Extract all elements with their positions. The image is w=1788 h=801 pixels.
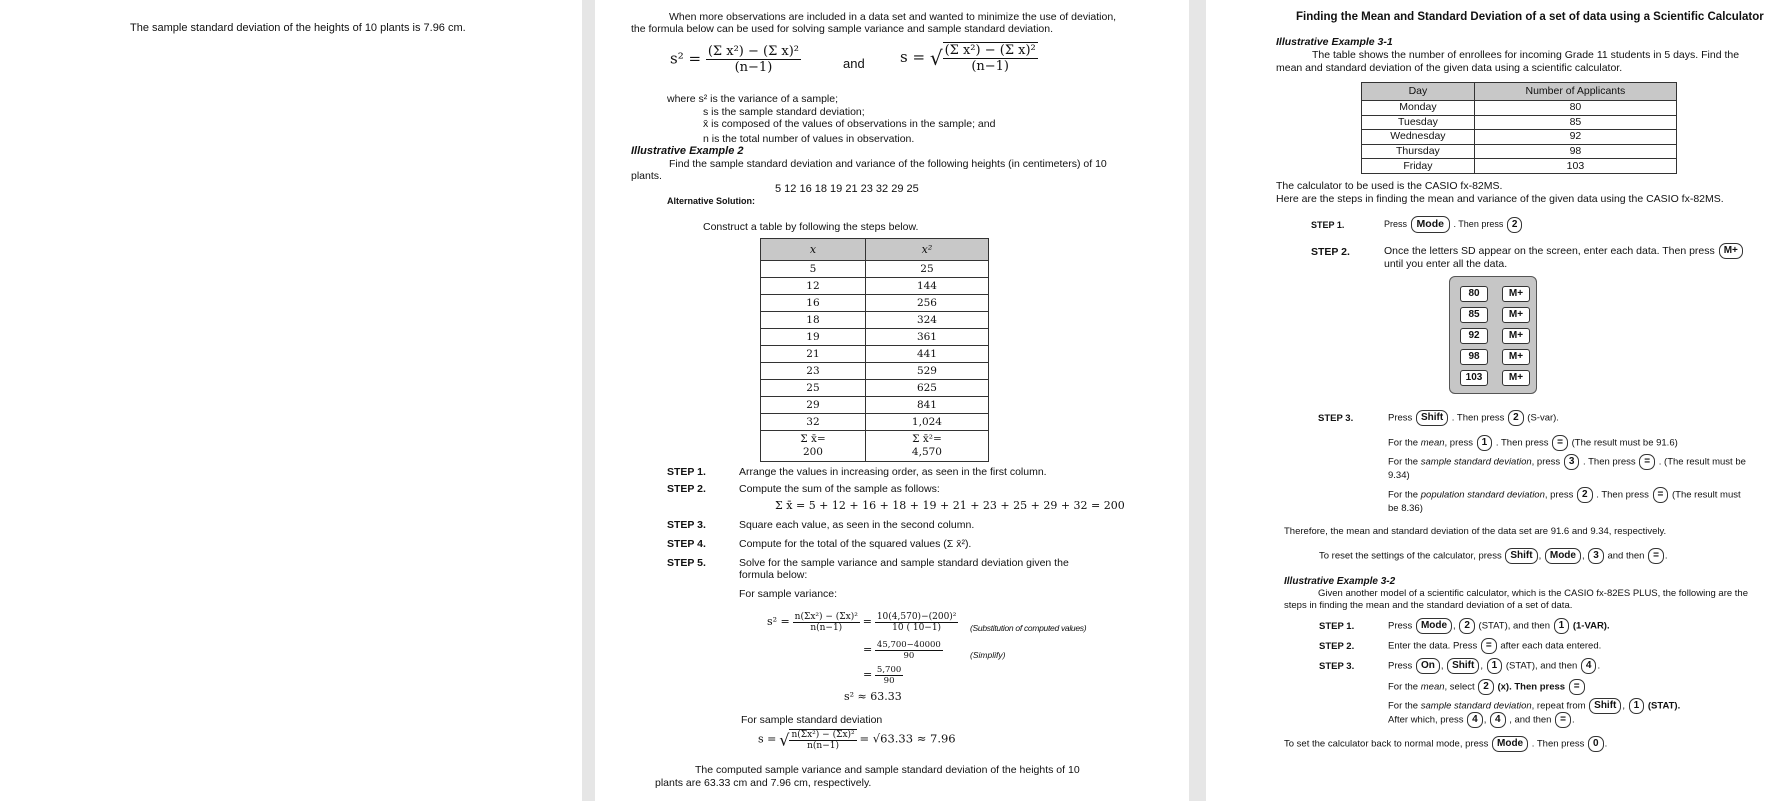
value-key: 92 bbox=[1460, 328, 1488, 344]
col-applicants: Number of Applicants bbox=[1474, 83, 1676, 101]
variance-calc-step-3: = $\frac{5,700}{90}$ bbox=[863, 665, 902, 686]
mode-key: Mode bbox=[1545, 548, 1581, 564]
variance-result: s² ≈ 63.33 bbox=[844, 690, 902, 703]
equals-key: = bbox=[1639, 454, 1655, 470]
table-row: 16 256 bbox=[761, 295, 989, 312]
table-row: 21 441 bbox=[761, 346, 989, 363]
e2-step-1: Press Mode , 2 (STAT), and then 1 (1-VAR). bbox=[1388, 618, 1610, 634]
variance-calc-step-2: = $\frac{45,700-40000}{90}$ bbox=[863, 640, 941, 661]
key-4: 4 bbox=[1490, 712, 1506, 728]
where-line-3: x̄ is composed of the values of observations in the sample; and bbox=[703, 118, 996, 130]
step-5-label: STEP 5. bbox=[667, 557, 706, 569]
table-row: 25 625 bbox=[761, 380, 989, 397]
calc-step-2-cont: until you enter all the data. bbox=[1384, 258, 1508, 270]
table-row: 12 144 bbox=[761, 278, 989, 295]
formula-and: and bbox=[843, 56, 865, 71]
substitution-note: (Substitution of computed values) bbox=[970, 623, 1087, 633]
sd-calc: s = √ $\frac{\text{n(Σx²) − (Σx)²}}{n(n-1)}$ = √63.33 ≈ 7.96 bbox=[758, 730, 956, 751]
col-x2: x² bbox=[865, 239, 988, 261]
shift-key: Shift bbox=[1505, 548, 1537, 564]
table-row: Thursday 98 bbox=[1362, 144, 1677, 159]
e2-mean-instruction: For the mean, select 2 (x). Then press = bbox=[1388, 679, 1586, 695]
left-page bbox=[0, 0, 582, 801]
key-4: 4 bbox=[1581, 658, 1597, 674]
shift-key: Shift bbox=[1589, 698, 1621, 714]
key-2: 2 bbox=[1508, 410, 1524, 426]
table-row: 32 1,024 bbox=[761, 414, 989, 431]
sum-equation: Σ x̄ = 5 + 12 + 16 + 18 + 19 + 21 + 23 + 25 + 29 + 32 = 200 bbox=[775, 499, 1125, 512]
where-line-2: s is the sample standard deviation; bbox=[703, 106, 865, 118]
equals-key: = bbox=[1555, 712, 1571, 728]
sd-formula: s = √ $\frac{\text{(Σ x²) − (Σ x)²}}{(n-1)}$ bbox=[900, 43, 1036, 74]
table-sum-row: Σ x̄= 200 Σ x̄²= 4,570 bbox=[761, 431, 989, 462]
table-row: 5 25 bbox=[761, 261, 989, 278]
enrollment-table bbox=[1361, 82, 1677, 174]
construct-text: Construct a table by following the steps below. bbox=[703, 221, 919, 233]
e2-step-2-label: STEP 2. bbox=[1319, 641, 1355, 652]
key-1: 1 bbox=[1629, 698, 1645, 714]
variance-formula: s² = $\frac{\text{(Σ x²) − (Σ x)²}}{(n-1)}$ bbox=[670, 44, 800, 75]
step-4-text: Compute for the total of the squared values (Σ x̄²). bbox=[739, 538, 972, 550]
value-key: 98 bbox=[1460, 349, 1488, 365]
calc-step-2: Once the letters SD appear on the screen, enter each data. Then press M+ bbox=[1384, 243, 1744, 259]
step-3-text: Square each value, as seen in the second column. bbox=[739, 519, 975, 531]
population-sd-instruction: For the population standard deviation, press 2 . Then press = (The result must be 8.36) bbox=[1388, 489, 1741, 514]
example-3-2-text: Given another model of a scientific calculator, which is the CASIO fx-82ES PLUS, the following are the steps in finding the mean and the standard deviation of a set of data. bbox=[1284, 588, 1748, 611]
e2-step-3: Press On , Shift , 1 (STAT), and then 4 . bbox=[1388, 658, 1600, 674]
table-row: Wednesday 92 bbox=[1362, 130, 1677, 145]
col-day: Day bbox=[1362, 83, 1475, 101]
conclusion: The computed sample variance and sample standard deviation of the heights of 10 plants are 63.33 cm and 7.96 cm, respectively. bbox=[655, 764, 1080, 789]
example-2-text: Find the sample standard deviation and variance of the following heights (in centimeters) of 10 plants. bbox=[631, 158, 1107, 182]
calc-step-3: Press Shift . Then press 2 (S-var). bbox=[1388, 410, 1559, 426]
mode-key: Mode bbox=[1416, 618, 1452, 634]
step-4-label: STEP 4. bbox=[667, 538, 706, 550]
key-4: 4 bbox=[1467, 712, 1483, 728]
calc-step-3-label: STEP 3. bbox=[1318, 413, 1354, 424]
step-5-text: Solve for the sample variance and sample standard deviation given the formula below: bbox=[739, 557, 1069, 581]
m-plus-key: M+ bbox=[1502, 307, 1530, 323]
right-page-title: Finding the Mean and Standard Deviation of a set of data using a Scientific Calculator bbox=[1296, 11, 1764, 23]
middle-page bbox=[595, 0, 1189, 801]
shift-key: Shift bbox=[1416, 410, 1448, 426]
e2-sd-instruction: For the sample standard deviation, repeat from Shift , 1 (STAT). bbox=[1388, 698, 1680, 714]
shift-key: Shift bbox=[1447, 658, 1479, 674]
value-key: 80 bbox=[1460, 286, 1488, 302]
step-1-text: Arrange the values in increasing order, as seen in the first column. bbox=[739, 466, 1047, 478]
step-1-label: STEP 1. bbox=[667, 466, 706, 478]
col-x: x bbox=[761, 239, 866, 261]
m-plus-key: M+ bbox=[1502, 349, 1530, 365]
m-plus-key: M+ bbox=[1502, 286, 1530, 302]
example-3-1-title: Illustrative Example 3-1 bbox=[1276, 36, 1393, 48]
calculator-line-1: The calculator to be used is the CASIO fx-82MS. bbox=[1276, 180, 1503, 192]
sum-table bbox=[760, 238, 989, 462]
equals-key: = bbox=[1552, 435, 1568, 451]
table-row: 19 361 bbox=[761, 329, 989, 346]
therefore-text: Therefore, the mean and standard deviation of the data set are 91.6 and 9.34, respectively. bbox=[1284, 526, 1667, 537]
e2-step-3-label: STEP 3. bbox=[1319, 661, 1355, 672]
value-key: 103 bbox=[1460, 370, 1488, 386]
value-key: 85 bbox=[1460, 307, 1488, 323]
key-0: 0 bbox=[1588, 736, 1604, 752]
m-plus-key: M+ bbox=[1502, 370, 1530, 386]
step-2-label: STEP 2. bbox=[667, 483, 706, 495]
key-1: 1 bbox=[1554, 618, 1570, 634]
on-key: On bbox=[1416, 658, 1440, 674]
table-row: 18 324 bbox=[761, 312, 989, 329]
where-line-1: where s² is the variance of a sample; bbox=[667, 93, 838, 105]
key-2: 2 bbox=[1507, 217, 1523, 233]
example-3-1-text: The table shows the number of enrollees for incoming Grade 11 students in 5 days. Find the mean and standard deviation of the given data using a scientific calculator. bbox=[1276, 49, 1740, 74]
for-variance-label: For sample variance: bbox=[739, 588, 838, 600]
key-3: 3 bbox=[1588, 548, 1604, 564]
sample-sd-instruction: For the sample standard deviation, press 3 . Then press = . (The result must be 9.34) bbox=[1388, 456, 1746, 481]
variance-calc: s² = $\frac{\text{n(Σx²) − (Σx)²}}{n(n-1)}$ = $\frac{\text{10(4,570)−(200)²}}{10 ( 10-1)}$ bbox=[767, 612, 957, 633]
simplify-note: (Simplify) bbox=[970, 650, 1006, 660]
key-2: 2 bbox=[1478, 679, 1494, 695]
e2-step-2: Enter the data. Press = after each data entered. bbox=[1388, 638, 1601, 654]
left-page-text: The sample standard deviation of the heights of 10 plants is 7.96 cm. bbox=[130, 22, 466, 34]
calc-step-1-label: STEP 1. bbox=[1311, 220, 1345, 230]
equals-key: = bbox=[1569, 679, 1585, 695]
table-row: 29 841 bbox=[761, 397, 989, 414]
intro-paragraph: When more observations are included in a data set and wanted to minimize the use of deviation, the formula below can be used for solving sample variance and sample standard deviation. bbox=[631, 11, 1117, 35]
table-row: Monday 80 bbox=[1362, 101, 1677, 116]
table-row: 23 529 bbox=[761, 363, 989, 380]
key-2: 2 bbox=[1459, 618, 1475, 634]
m-plus-key: M+ bbox=[1719, 243, 1743, 259]
right-page bbox=[1206, 0, 1788, 801]
calculator-keypad bbox=[1449, 276, 1537, 394]
for-sd-label: For sample standard deviation bbox=[741, 714, 883, 726]
step-3-label: STEP 3. bbox=[667, 519, 706, 531]
normal-mode-instruction: To set the calculator back to normal mode, press Mode . Then press 0 . bbox=[1284, 736, 1607, 752]
reset-instruction: To reset the settings of the calculator, press Shift , Mode , 3 and then = . bbox=[1319, 548, 1668, 564]
calculator-line-2: Here are the steps in finding the mean and variance of the given data using the CASIO fx-82MS. bbox=[1276, 193, 1724, 205]
example-2-title: Illustrative Example 2 bbox=[631, 145, 744, 157]
table-row: Friday 103 bbox=[1362, 159, 1677, 174]
e2-step-1-label: STEP 1. bbox=[1319, 621, 1355, 632]
calc-step-1: Press Mode . Then press 2 bbox=[1384, 216, 1523, 233]
calc-step-2-label: STEP 2. bbox=[1311, 246, 1350, 258]
alternative-solution: Alternative Solution: bbox=[667, 196, 756, 206]
example-3-2-title: Illustrative Example 3-2 bbox=[1284, 576, 1396, 587]
key-3: 3 bbox=[1564, 454, 1580, 470]
mode-key: Mode bbox=[1492, 736, 1528, 752]
equals-key: = bbox=[1648, 548, 1664, 564]
equals-key: = bbox=[1481, 638, 1497, 654]
mean-instruction: For the mean, press 1 . Then press = (The result must be 91.6) bbox=[1388, 435, 1678, 451]
equals-key: = bbox=[1653, 487, 1669, 503]
where-line-4: n is the total number of values in observation. bbox=[703, 133, 915, 145]
key-1: 1 bbox=[1477, 435, 1493, 451]
mode-key: Mode bbox=[1411, 216, 1450, 233]
key-2: 2 bbox=[1577, 487, 1593, 503]
data-values: 5 12 16 18 19 21 23 32 29 25 bbox=[775, 183, 919, 195]
m-plus-key: M+ bbox=[1502, 328, 1530, 344]
table-row: Tuesday 85 bbox=[1362, 115, 1677, 130]
e2-sd-instruction-cont: After which, press 4 , 4 , and then = . bbox=[1388, 712, 1575, 728]
step-2-text: Compute the sum of the sample as follows: bbox=[739, 483, 940, 495]
key-1: 1 bbox=[1487, 658, 1503, 674]
